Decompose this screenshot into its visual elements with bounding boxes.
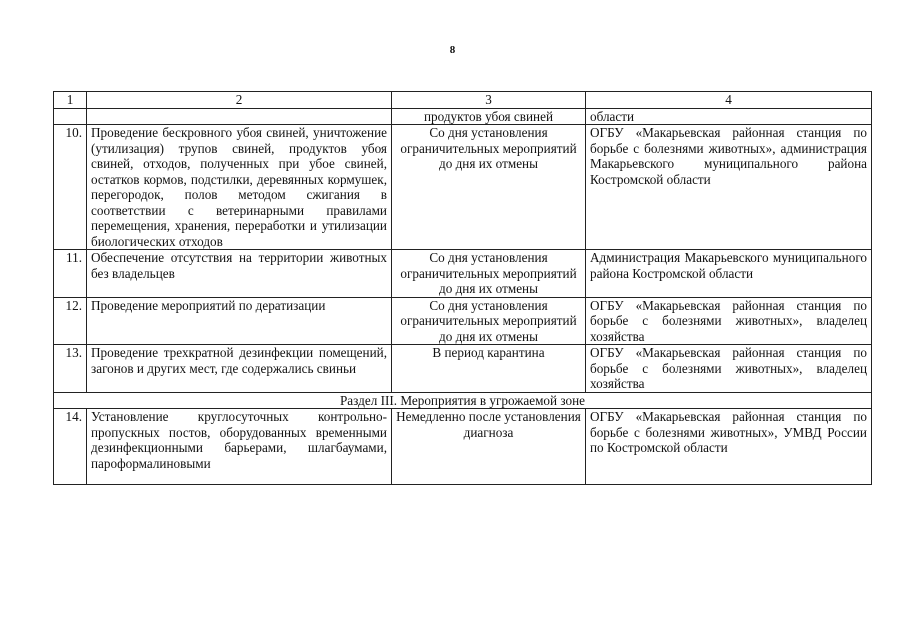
table-row: [54, 297, 872, 345]
table-row: [54, 250, 872, 298]
row-number: 14.: [54, 409, 87, 485]
section-row: [54, 392, 872, 409]
page-number: 8: [449, 44, 456, 56]
row-responsible: ОГБУ «Макарьевская районная станция по борьбе с болезнями животных», владелец хозяйства: [586, 345, 872, 393]
row-responsible: ОГБУ «Макарьевская районная станция по борьбе с болезнями животных», УМВД России по Костромской области: [586, 409, 872, 485]
cell-action: [87, 108, 392, 125]
row-action: Проведение бескровного убоя свиней, уничтожение (утилизация) трупов свиней, продуктов убоя свиней, отходов, полученных при убое свиней, остатков кормов, подстилки, деревянных кормушек, перегородок, полов методом сжигания в соответствии с ветеринарными правилами перемещения, хранения, переработки и утилизации биологических отходов: [87, 125, 392, 250]
cell-responsible: области: [586, 108, 872, 125]
table-row: [54, 409, 872, 485]
row-action: Проведение трехкратной дезинфекции помещений, загонов и других мест, где содержались свиньи: [87, 345, 392, 393]
table-row: [54, 125, 872, 250]
continuation-row: [54, 108, 872, 125]
row-action: Проведение мероприятий по дератизации: [87, 297, 392, 345]
cell-period: продуктов убоя свиней: [392, 108, 586, 125]
row-period: Со дня установления ограничительных мероприятий до дня их отмены: [392, 125, 586, 250]
section-title: Раздел III. Мероприятия в угрожаемой зоне: [54, 392, 872, 409]
column-header-1: 1: [54, 92, 87, 109]
cell-num: [54, 108, 87, 125]
row-responsible: Администрация Макарьевского муниципального района Костромской области: [586, 250, 872, 298]
row-action: Установление круглосуточных контрольно-пропускных постов, оборудованных временными дезинфекционными барьерами, шлагбаумами, пароформалиновыми: [87, 409, 392, 485]
row-action: Обеспечение отсутствия на территории животных без владельцев: [87, 250, 392, 298]
row-number: 12.: [54, 297, 87, 345]
row-period: Немедленно после установления диагноза: [392, 409, 586, 485]
row-period: Со дня установления ограничительных мероприятий до дня их отмены: [392, 297, 586, 345]
table-header-row: [54, 92, 872, 109]
measures-table: [53, 91, 872, 485]
column-header-4: 4: [586, 92, 872, 109]
row-responsible: ОГБУ «Макарьевская районная станция по борьбе с болезнями животных», владелец хозяйства: [586, 297, 872, 345]
table-row: [54, 345, 872, 393]
row-number: 11.: [54, 250, 87, 298]
row-period: В период карантина: [392, 345, 586, 393]
column-header-3: 3: [392, 92, 586, 109]
row-number: 13.: [54, 345, 87, 393]
row-responsible: ОГБУ «Макарьевская районная станция по борьбе с болезнями животных», администрация Макарьевского муниципального района Костромской области: [586, 125, 872, 250]
row-period: Со дня установления ограничительных мероприятий до дня их отмены: [392, 250, 586, 298]
row-number: 10.: [54, 125, 87, 250]
column-header-2: 2: [87, 92, 392, 109]
